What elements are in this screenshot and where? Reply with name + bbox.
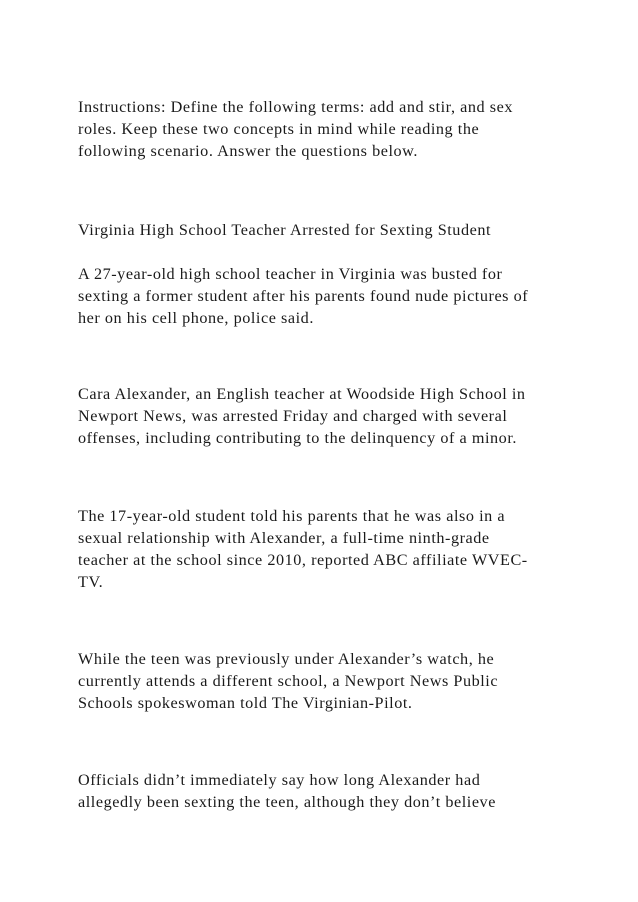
text-line: Cara Alexander, an English teacher at Woodside High School in (78, 385, 526, 403)
text-line: Virginia High School Teacher Arrested for Sexting Student (78, 221, 492, 239)
article-paragraph-1 (78, 263, 578, 329)
text-line: Officials didn’t immediately say how long Alexander had (78, 771, 481, 789)
article-paragraph-4 (78, 648, 578, 714)
text-line: Instructions: Define the following terms: add and stir, and sex (78, 98, 514, 116)
text-line: her on his cell phone, police said. (78, 309, 314, 327)
text-line: Schools spokeswoman told The Virginian-Pilot. (78, 694, 413, 712)
article-paragraph-2 (78, 383, 578, 449)
text-line: sexual relationship with Alexander, a full-time ninth-grade (78, 529, 490, 547)
article-headline (78, 219, 578, 241)
article-paragraph-3 (78, 505, 578, 593)
text-line: A 27-year-old high school teacher in Virginia was busted for (78, 265, 503, 283)
text-line: allegedly been sexting the teen, although they don’t believe (78, 793, 496, 811)
article-paragraph-5 (78, 769, 578, 813)
text-line: following scenario. Answer the questions below. (78, 142, 418, 160)
text-line: offenses, including contributing to the delinquency of a minor. (78, 429, 517, 447)
text-line: currently attends a different school, a Newport News Public (78, 672, 499, 690)
instructions-paragraph (78, 96, 578, 162)
text-line: roles. Keep these two concepts in mind while reading the (78, 120, 480, 138)
text-line: Newport News, was arrested Friday and charged with several (78, 407, 508, 425)
text-line: TV. (78, 573, 104, 591)
text-line: teacher at the school since 2010, reported ABC affiliate WVEC- (78, 551, 528, 569)
text-line: sexting a former student after his parents found nude pictures of (78, 287, 529, 305)
text-line: The 17-year-old student told his parents that he was also in a (78, 507, 506, 525)
text-line: While the teen was previously under Alexander’s watch, he (78, 650, 495, 668)
